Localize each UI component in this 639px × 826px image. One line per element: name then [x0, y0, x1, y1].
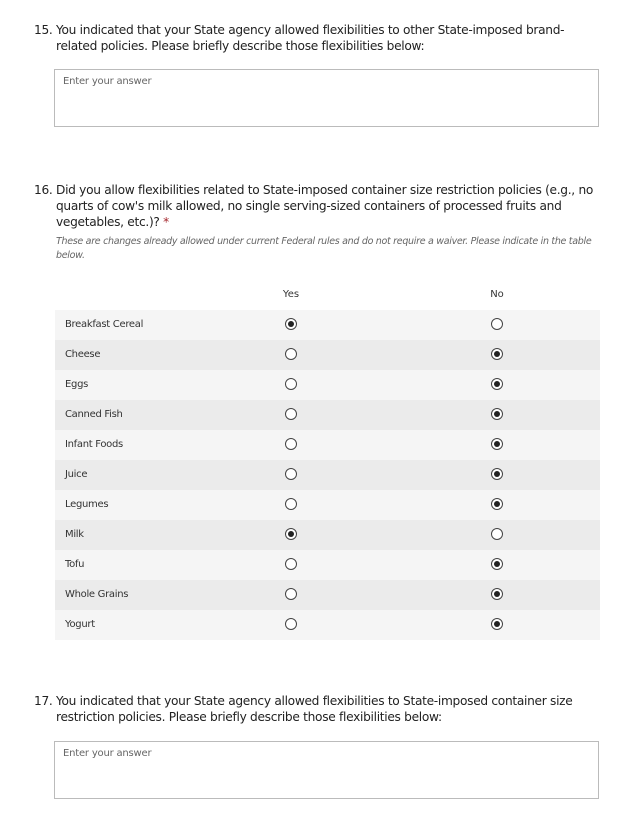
table-row	[55, 490, 600, 520]
radio-yes[interactable]	[285, 498, 297, 510]
table-row	[55, 400, 600, 430]
question-text: You indicated that your State agency allowed flexibilities to other State-imposed brand-related policies. Please briefly describe those flexibilities below:	[56, 23, 565, 53]
row-label: Milk	[65, 529, 84, 540]
question-number: 16.	[34, 183, 53, 197]
row-label: Infant Foods	[65, 439, 123, 450]
table-row	[55, 310, 600, 340]
row-label: Breakfast Cereal	[65, 319, 144, 330]
question-15	[34, 22, 604, 54]
row-label: Tofu	[65, 559, 85, 570]
radio-yes[interactable]	[285, 528, 297, 540]
radio-no[interactable]	[491, 348, 503, 360]
question-text: Did you allow flexibilities related to State-imposed container size restriction policies (e.g., no quarts of cow's milk allowed, no single serving-sized containers of processed fruits and vegetables, etc.)?	[56, 183, 594, 229]
table-row	[55, 520, 600, 550]
radio-no[interactable]	[491, 378, 503, 390]
q17-answer-input[interactable]	[54, 741, 599, 799]
radio-no[interactable]	[491, 408, 503, 420]
radio-yes[interactable]	[285, 588, 297, 600]
table-row	[55, 610, 600, 640]
radio-yes[interactable]	[285, 438, 297, 450]
radio-no[interactable]	[491, 498, 503, 510]
radio-yes[interactable]	[285, 408, 297, 420]
likert-table	[55, 310, 600, 640]
row-label: Canned Fish	[65, 409, 123, 420]
radio-no[interactable]	[491, 588, 503, 600]
radio-yes[interactable]	[285, 558, 297, 570]
table-row	[55, 340, 600, 370]
question-16	[34, 182, 604, 230]
radio-yes[interactable]	[285, 468, 297, 480]
table-row	[55, 370, 600, 400]
radio-no[interactable]	[491, 528, 503, 540]
column-header-yes: Yes	[282, 289, 300, 300]
row-label: Whole Grains	[65, 589, 129, 600]
q15-answer-input[interactable]	[54, 69, 599, 127]
table-row	[55, 430, 600, 460]
table-row	[55, 550, 600, 580]
question-subtitle: These are changes already allowed under current Federal rules and do not require a waiver. Please indicate in the table below.	[56, 236, 592, 261]
row-label: Juice	[65, 469, 88, 480]
radio-no[interactable]	[491, 558, 503, 570]
radio-yes[interactable]	[285, 618, 297, 630]
row-label: Yogurt	[65, 619, 95, 630]
row-label: Legumes	[65, 499, 109, 510]
radio-no[interactable]	[491, 618, 503, 630]
radio-yes[interactable]	[285, 378, 297, 390]
radio-no[interactable]	[491, 438, 503, 450]
radio-yes[interactable]	[285, 348, 297, 360]
table-row	[55, 580, 600, 610]
radio-yes[interactable]	[285, 318, 297, 330]
column-header-no: No	[490, 289, 504, 300]
required-marker: *	[163, 215, 169, 229]
question-text: You indicated that your State agency allowed flexibilities to State-imposed container size restriction policies. Please briefly describe those flexibilities below:	[56, 694, 573, 724]
table-row	[55, 460, 600, 490]
question-number: 15.	[34, 23, 53, 37]
question-number: 17.	[34, 694, 53, 708]
row-label: Cheese	[65, 349, 101, 360]
row-label: Eggs	[65, 379, 89, 390]
radio-no[interactable]	[491, 318, 503, 330]
question-17	[34, 693, 604, 725]
radio-no[interactable]	[491, 468, 503, 480]
